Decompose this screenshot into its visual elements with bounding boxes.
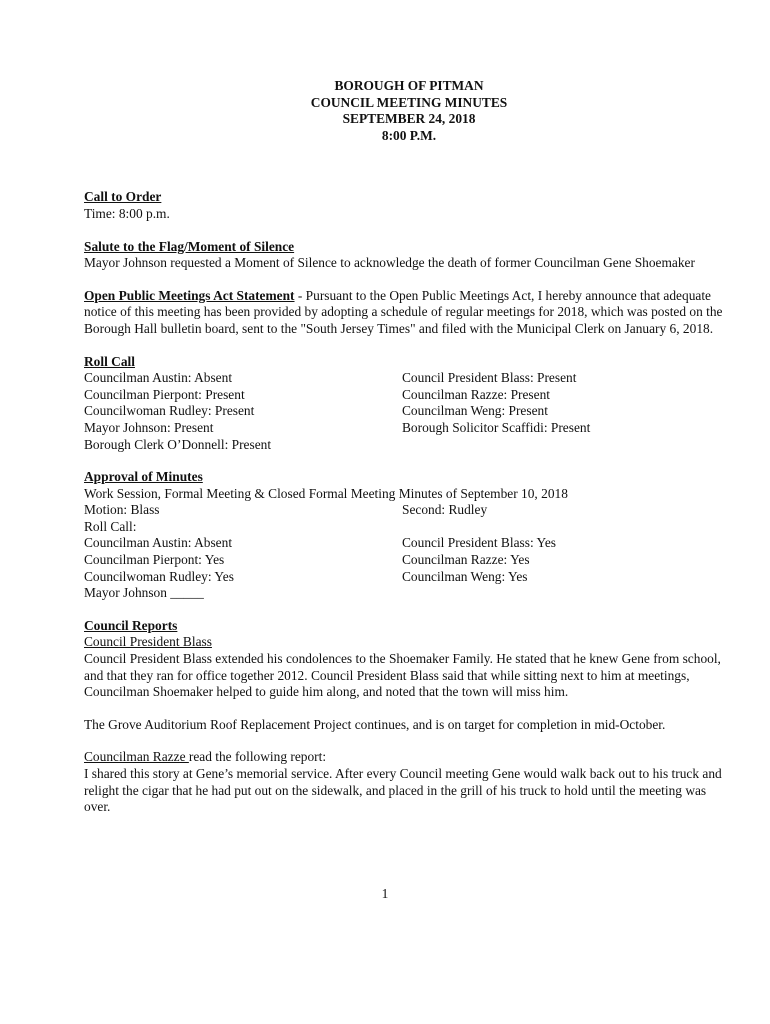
blass-report-heading: Council President Blass: [84, 634, 212, 650]
blass-report-text: Council President Blass extended his condolences to the Shoemaker Family. He stated that he knew Gene from school, and that they ran for office together 2012. Council President Blass said that while sitting next to him at meetings, Councilman Shoemaker helped to guide him along, and noted that the town will miss him.: [84, 651, 721, 700]
approval-roll-call-label: Roll Call:: [84, 518, 137, 534]
call-to-order-section: [84, 189, 724, 222]
approval-section: [84, 469, 724, 602]
roll-call-entry: Councilman Razze: Present: [402, 386, 550, 402]
opma-text: - Pursuant to the Open Public Meetings Act, I hereby announce that adequate notice of this meeting has been provided by adopting a schedule of regular meetings for 2018, which was posted on the Borough Hall bulletin board, sent to the "South Jersey Times" and filed with the Municipal Clerk on January 6, 2018.: [84, 287, 723, 336]
roll-call-title: Roll Call: [84, 353, 135, 369]
council-reports-title: Council Reports: [84, 617, 178, 633]
roll-call-entry: Mayor Johnson: Present: [84, 419, 214, 435]
vote-entry: Mayor Johnson _____: [84, 585, 204, 601]
approval-title: Approval of Minutes: [84, 469, 203, 485]
salute-title: Salute to the Flag/Moment of Silence: [84, 238, 295, 254]
approval-motion: Motion: Blass: [84, 502, 160, 518]
salute-section: [84, 239, 724, 272]
roll-call-left-column: [84, 370, 402, 453]
approval-right-column: [402, 535, 724, 601]
roll-call-right-column: [402, 370, 724, 453]
roll-call-entry: Councilman Weng: Present: [402, 403, 548, 419]
razze-report-heading: Councilman Razze: [84, 749, 189, 765]
razze-report-intro: read the following report:: [188, 749, 327, 765]
roll-call-entry: Councilwoman Rudley: Present: [84, 403, 255, 419]
header-line-1: BOROUGH OF PITMAN: [334, 78, 484, 93]
call-to-order-time: Time: 8:00 p.m.: [84, 205, 170, 221]
roll-call-entry: Borough Clerk O’Donnell: Present: [84, 436, 272, 452]
vote-entry: Councilman Austin: Absent: [84, 535, 233, 551]
opma-title: Open Public Meetings Act Statement: [84, 287, 295, 303]
vote-entry: Councilwoman Rudley: Yes: [84, 568, 234, 584]
council-reports-section: [84, 618, 724, 816]
vote-entry: Councilman Weng: Yes: [402, 568, 528, 584]
header-line-3: SEPTEMBER 24, 2018: [342, 111, 476, 127]
razze-report-text: I shared this story at Gene’s memorial service. After every Council meeting Gene would walk back out to his truck and relight the cigar that he had put out on the sidewalk, and placed in the grill of his truck to hold until the meeting was over.: [84, 766, 722, 815]
approval-line: Work Session, Formal Meeting & Closed Formal Meeting Minutes of September 10, 2018: [84, 485, 568, 501]
document-page: [84, 78, 724, 816]
document-header: [94, 78, 724, 144]
vote-entry: Council President Blass: Yes: [402, 535, 557, 551]
roll-call-entry: Councilman Pierpont: Present: [84, 386, 245, 402]
call-to-order-title: Call to Order: [84, 189, 162, 205]
opma-section: [84, 288, 724, 338]
grove-report-text: The Grove Auditorium Roof Replacement Project continues, and is on target for completion in mid-October.: [84, 716, 666, 732]
roll-call-entry: Council President Blass: Present: [402, 370, 577, 386]
header-line-2: COUNCIL MEETING MINUTES: [310, 94, 508, 110]
roll-call-section: [84, 354, 724, 454]
salute-text: Mayor Johnson requested a Moment of Silence to acknowledge the death of former Councilman Gene Shoemaker: [84, 255, 695, 271]
roll-call-entry: Borough Solicitor Scaffidi: Present: [402, 419, 591, 435]
roll-call-entry: Councilman Austin: Absent: [84, 370, 233, 386]
vote-entry: Councilman Razze: Yes: [402, 552, 530, 568]
approval-left-column: [84, 535, 402, 601]
approval-second: Second: Rudley: [402, 502, 488, 518]
vote-entry: Councilman Pierpont: Yes: [84, 552, 225, 568]
header-line-4: 8:00 P.M.: [381, 127, 437, 143]
page-number: 1: [381, 886, 389, 901]
